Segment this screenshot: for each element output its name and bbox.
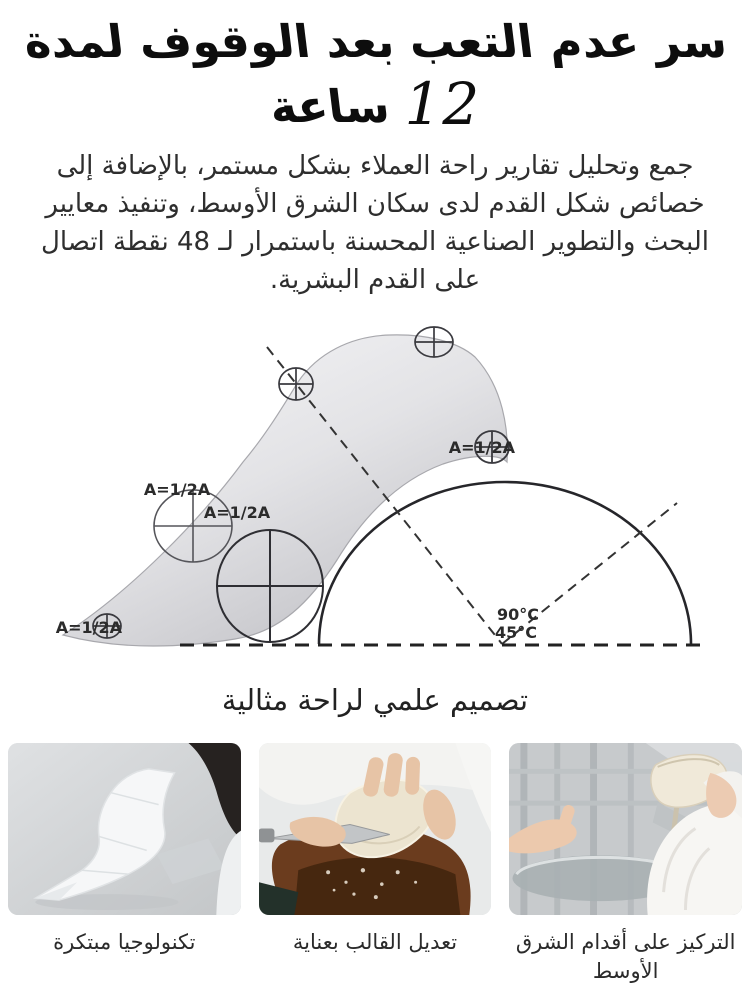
photo-illustration [259, 743, 492, 915]
gallery-caption: التركيز على أقدام الشرق الأوسط [515, 930, 736, 983]
crosshair-marker-ankle-front [279, 368, 313, 400]
diagram-caption: تصميم علمي لراحة مثالية [221, 683, 529, 717]
measure-circle-medium [154, 490, 232, 562]
title-hours-number: 12 [404, 70, 481, 138]
gallery-caption: تكنولوجيا مبتكرة [53, 930, 196, 954]
measure-circle-large [217, 530, 323, 642]
knife-handle [259, 829, 274, 843]
gallery-caption: تعديل القالب بعناية [292, 930, 458, 954]
crosshair-marker-ankle-top [415, 327, 453, 357]
shoe-last-diagram-canvas [45, 317, 705, 667]
photo-illustration [509, 743, 742, 915]
label-angle-45: 45°C [494, 623, 537, 642]
gallery-item-adjusting-mold [259, 743, 492, 957]
last-design-diagram [0, 317, 750, 717]
shoe-last-shape [63, 335, 507, 646]
photo-illustration [8, 743, 241, 915]
label-ankle-ratio: A=1/2A [448, 438, 515, 457]
label-medium-circle-ratio: A=1/2A [143, 480, 211, 499]
title-hours-unit: ساعة [266, 80, 393, 133]
intro-paragraph: جمع وتحليل تقارير راحة العملاء بشكل مستمر، بالإضافة إلى خصائص شكل القدم لدى سكان الشرق الأوسط، وتنفيذ معايير البحث والتطوير الصناعية المحسنة باستمرار لـ 48 نقطة اتصال على القدم البشرية. [40, 151, 710, 295]
label-large-circle-ratio: A=1/2A [203, 503, 271, 522]
label-toe-ratio: A=1/2A [55, 618, 122, 637]
gallery-item-innovative-technology [8, 743, 241, 957]
page-title [12, 12, 738, 137]
photo-printed-heel-prototype [8, 743, 241, 915]
label-angle-90: 90°C [497, 605, 540, 624]
title-line1: سر عدم التعب بعد الوقوف لمدة [20, 15, 730, 68]
photo-hand-carving-last [259, 743, 492, 915]
header [0, 0, 750, 303]
gallery-item-focus-middle-east-feet [509, 743, 742, 986]
process-gallery [0, 743, 750, 986]
photo-examining-heel-shoe [509, 743, 742, 915]
